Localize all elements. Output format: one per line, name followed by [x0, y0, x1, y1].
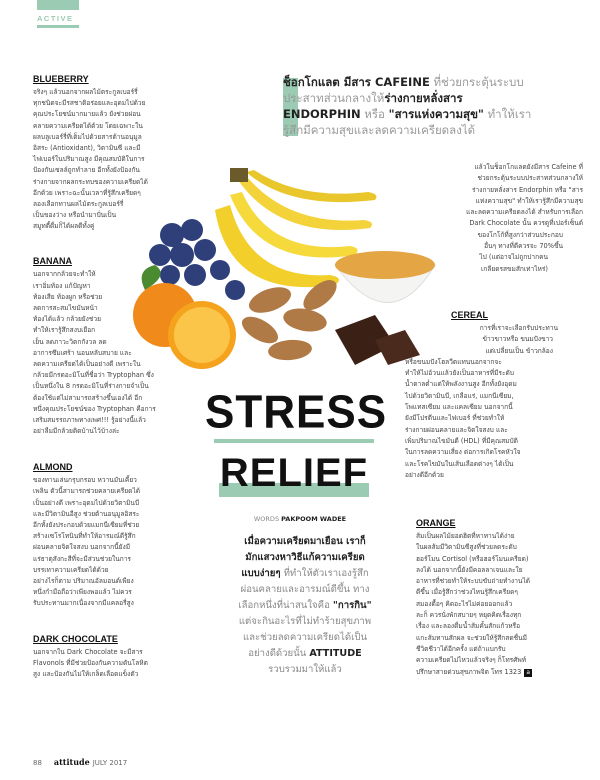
- food-photo: [130, 150, 440, 390]
- body-line: ร่างกายจากผลกระทบของความเครียดได้: [33, 177, 148, 186]
- body-line: แล้วในช็อกโกแลตยังมีสาร Cafeine ที่: [474, 163, 583, 171]
- body-line: ทุกชนิดจะมีรสชาติอร่อยและอุดมไปด้วย: [33, 99, 146, 108]
- section-heading: BANANA: [33, 256, 72, 267]
- body-line: บรรเทาความเครียดได้ด้วย: [33, 565, 109, 574]
- byline-label: WORDS: [253, 515, 282, 523]
- body-line: ทำให้เรารู้สึกสงบเยือก: [33, 326, 96, 335]
- body-line: ความเครียดไม่ไหวแล้วจริงๆ ก็โทรศัพท์: [416, 656, 527, 665]
- body-line: ท้องได้แล้ว กล้วยยังช่วย: [33, 315, 101, 324]
- body-line: ผ่อนคลายจิตใจสงบ นอกจากนี้ยังมี: [33, 543, 131, 552]
- body-line: เพลิน ตัวนี้สามารถช่วยคลายเครียดได้: [33, 487, 141, 496]
- body-line: เพิ่มปริมาณไขมันดี (HDL) ที่มีคุณสมบัติ: [405, 436, 518, 445]
- body-line: ในการลดความเสี่ยง ต่อการเกิดโรคหัวใจ: [405, 448, 521, 457]
- body-line: ท้องเสีย ท้องผูก หรือช่วย: [33, 292, 103, 301]
- body-line: ของโกโก้ที่สูงกว่าส่วนประกอบ: [477, 230, 563, 239]
- body-line: ดีขึ้น เมื่อรู้สึกว่าช่วงไหนรู้สึกเครียดๆ: [416, 588, 518, 597]
- body-line: และมีวิตามินอีสูง ช่วยต้านอนุมูลอิสระ: [33, 509, 140, 518]
- section-tag-underline: [37, 25, 79, 28]
- body-line: นอกจากใน Dark Chocolate จะมีสาร: [33, 647, 143, 656]
- body-line: ร่างกายผ่อนคลายและจิตใจสงบ และ: [405, 425, 508, 434]
- body-line: สมูทตี้ดื่มก็ได้ผลดีทั้งคู่: [33, 222, 95, 231]
- body-line: ไปด้วยวิตามินบี, เกลือแร่, แมกนีเซียม,: [405, 391, 514, 400]
- section-heading: ALMOND: [33, 462, 73, 473]
- body-line: ละก็ ควรนั่งพักสบายๆ หยุดคิดเรื่องทุก: [416, 611, 522, 620]
- body-line: และลดความเครียดลงได้ สำหรับการเลือก: [466, 208, 583, 217]
- body-line: การที่เราจะเลือกรับประทาน: [479, 324, 558, 332]
- body-line: ไป (แต่อาจไม่ถูกปากคน: [479, 253, 548, 262]
- body-line: ลงได้ นอกจากนี้ยังมีคอลลาเจนและใย: [416, 565, 523, 574]
- intro-text: ที่ทำให้ตัวเราเองรู้สึก: [280, 568, 369, 579]
- body-line: เป็นของว่าง หรือนำมาปั่นเป็น: [33, 211, 117, 220]
- title-relief: RELIEF: [219, 451, 369, 495]
- body-line: Dark Chocolate นั้น ควรดูที่เปอร์เซ็นต์: [469, 219, 583, 228]
- quote-text: รู้สึกมีความสุขและลดความเครียดลงได้: [283, 123, 476, 137]
- body-line: น้ำตาลต่ำแต่ให้พลังงานสูง อีกทั้งยังอุดม: [405, 380, 517, 389]
- intro-text: รวบรวมมาให้แล้ว: [268, 664, 342, 675]
- body-line: ต้องใช้แต่ไม่สามารถสร้างขึ้นเองได้ อีก: [33, 393, 143, 402]
- body-line: แห่งความสุข" ทำให้เรารู้สึกมีความสุข: [475, 196, 583, 205]
- body-line: สมองตื้อๆ คิดอะไรไม่ค่อยออกแล้ว: [416, 599, 513, 608]
- section-heading: DARK CHOCOLATE: [33, 633, 118, 644]
- body-line: รับประทานมากเนื่องจากมีแคลอรี่สูง: [33, 599, 134, 608]
- body-line: ลดการสะสมไขมันหน้า: [33, 304, 98, 312]
- body-line: เกลียดรสขมสักเท่าไหร่): [481, 264, 548, 273]
- orange-section: [416, 518, 586, 678]
- body-line: เป็นหนึ่งใน 8 กรดอะมิโนที่ร่างกายจำเป็น: [33, 382, 149, 391]
- brand-logo: attitude: [53, 757, 90, 767]
- body-line: ร่างกายหลั่งสาร Endorphin หรือ "สาร: [472, 185, 583, 194]
- body-line: ลดความเครียดได้เป็นอย่างดี เพราะใน: [33, 359, 141, 368]
- section-heading: CEREAL: [450, 310, 488, 320]
- body-line: แต่เปลี่ยนเป็น ข้าวกล้อง: [485, 346, 553, 355]
- body-line: เราอิ่มท้อง แก้ปัญหา: [33, 281, 91, 290]
- section-heading: ORANGE: [416, 518, 456, 528]
- body-line: แกะส้มทานสักผล จะช่วยให้รู้สึกสดชื่นมี: [416, 633, 527, 642]
- body-line: แร่ธาตุสังกะสีที่จะมีส่วนช่วยในการ: [33, 554, 131, 563]
- body-line: อื่นๆ ทางที่ดีควรจะ 70%ขึ้น: [484, 242, 563, 251]
- body-line: ยังมีโปรตีนและไฟเบอร์ ที่ช่วยทำให้: [405, 414, 505, 423]
- body-line: สร้างเซโรโทนินที่ทำให้อารมณ์ดีรู้สึก: [33, 532, 136, 541]
- body-line: ผลบลูเบอร์รี่ที่เต็มไปด้วยสารต้านอนุมูล: [33, 132, 142, 141]
- body-line: เย็น ลดภาวะวิตกกังวล ลด: [33, 337, 107, 346]
- body-line: คุณประโยชน์มากมายแล้ว ยังช่วยผ่อน: [33, 110, 141, 119]
- intro-text: แบบง่ายๆ: [241, 568, 281, 579]
- body-line: โพแทสเซียม และแคลเซียม นอกจากนี้: [405, 403, 513, 412]
- body-line: Flavonols ที่มีช่วยป้องกันความดันโลหิต: [33, 658, 148, 667]
- body-line: อย่างดีอีกด้วย: [405, 470, 444, 479]
- right-intro-text: [405, 162, 583, 275]
- quote-text: หรือ: [360, 107, 389, 121]
- body-line: ปรึกษาสายด่วนสุขภาพจิต โทร 1323 a: [416, 667, 531, 676]
- section-tag-bar: [37, 0, 79, 10]
- section-heading: BLUEBERRY: [33, 74, 89, 84]
- quote-text: ENDORPHIN: [283, 107, 361, 121]
- body-line: จริงๆ แล้วนอกจากผลไม้ตระกูลเบอร์รี่: [33, 88, 138, 96]
- cereal-section: [405, 310, 583, 481]
- section-label: ACTIVE: [37, 14, 74, 23]
- intro-text: ATTITUDE: [309, 648, 362, 659]
- body-line: อีกด้วย เพราะฉะนั้นเวลาที่รู้สึกเครียดๆ: [33, 188, 141, 197]
- body-line: อาหารที่ช่วยทำให้ระบบขับถ่ายทำงานได้: [416, 577, 531, 586]
- page-footer: [33, 757, 127, 767]
- end-mark-icon: a: [526, 668, 531, 676]
- body-line: ส้มเป็นผลไม้ยอดฮิตที่หาทานได้ง่าย: [416, 532, 515, 540]
- body-line: อย่าลืมมีกล้วยติดบ้านไว้บ้างล่ะ: [33, 427, 120, 436]
- quote-text: ประสาทส่วนกลางให้: [283, 91, 385, 105]
- quote-text: "สารแห่งความสุข": [388, 107, 484, 121]
- almonds-image: [238, 274, 342, 361]
- body-line: ชีวิตชีวาได้อีกครั้ง แต่ถ้าแบกรับ: [416, 644, 506, 653]
- body-line: ลองเลือกทานผลไม้ตระกูลเบอร์รี่: [33, 199, 124, 208]
- quote-text: ทำให้เรา: [483, 107, 532, 121]
- section-tag: [37, 0, 79, 28]
- page-number: 88: [33, 759, 42, 767]
- intro-text: "การกิน": [332, 600, 372, 611]
- body-line: ไฟเบอร์ในปริมาณสูง มีคุณสมบัติในการ: [33, 155, 145, 164]
- body-line: ฮอร์โมน Cortisol (หรือฮอร์โมนเครียด): [416, 554, 529, 563]
- left-column: [33, 74, 156, 680]
- intro-text: และช่วยลดความเครียดได้เป็น: [242, 632, 368, 643]
- title-stress: STRESS: [205, 386, 388, 439]
- body-line: หรือขนมปังโฮลวีตแทนนอกจากจะ: [405, 357, 502, 366]
- intro-text: แต่จะกินอะไรที่ไม่ทำร้ายสุขภาพ: [238, 616, 372, 627]
- body-line: เสริมสมรรถภาพทางเพศ!!! รู้อย่างนี้แล้ว: [33, 415, 146, 424]
- body-line: นอกจากกล้วยจะทำให้: [33, 270, 96, 279]
- body-line: ของทานเล่นกรุบกรอบ หวานมันเคี้ยว: [33, 476, 137, 485]
- body-line: หนึ่งกำมือถือว่าเพียงพอแล้ว ไม่ควร: [33, 588, 132, 597]
- intro-text: อย่างดีด้วยนั้น: [248, 648, 310, 659]
- intro-text: เลือกหนึ่งที่น่าสนใจคือ: [238, 600, 333, 611]
- byline-author: PAKPOOM WADEE: [281, 515, 347, 523]
- body-line: ข้าวขาวหรือ ขนมปังขาว: [482, 335, 553, 344]
- body-line: ในผลส้มมีวิตามินซีสูงที่ช่วยลดระดับ: [416, 543, 517, 552]
- body-line: อิสระ (Antioxidant), วิตามินซี และมี: [33, 143, 141, 152]
- quote-text: ร่างกายหลั่งสาร: [384, 91, 463, 105]
- body-line: อย่างไรก็ตาม ปริมาณอัลมอนด์เพียง: [33, 576, 134, 585]
- intro-text: ผ่อนคลายและอารมณ์ดีขึ้น ทาง: [240, 584, 370, 595]
- byline: [200, 515, 400, 523]
- intro-text: เมื่อความเครียดมาเยือน เราก็: [244, 536, 366, 547]
- quote-text: ช็อกโกแลต มีสาร CAFEINE: [283, 75, 430, 89]
- body-line: ป้องกันเซลล์ถูกทำลาย อีกทั้งยังป้องกัน: [33, 166, 140, 175]
- title-accent-bar: [214, 439, 374, 443]
- body-line: ทำให้ไม่อ้วนแล้วยังเป็นอาหารที่มีระดับ: [405, 369, 514, 378]
- intro-text: มักแสวงหาวิธีแก้ความเครียด: [245, 552, 365, 563]
- body-line: ช่วยกระตุ้นระบบประสาทส่วนกลางให้: [477, 174, 583, 183]
- body-line: คลายความเครียดได้ด้วย โดยเฉพาะใน: [33, 121, 143, 130]
- body-line: สูง และป้องกันไม่ให้เกล็ดเลือดแข็งตัว: [33, 669, 139, 678]
- quote-text: ที่ช่วยกระตุ้นระบบ: [429, 75, 524, 89]
- intro-paragraph: [215, 534, 395, 678]
- body-line: อาการซึมเศร้า นอนหลับสบาย และ: [33, 348, 132, 357]
- body-line: หนึ่งคุณประโยชน์ของ Tryptophan คือการ: [33, 404, 156, 413]
- body-line: กล้วยมีกรดอะมิโนที่ชื่อว่า Tryptophan ซึ่ง: [33, 371, 154, 380]
- body-line: เรื่อง และลองดื่มน้ำส้มคั้นสักแก้วหรือ: [416, 622, 521, 631]
- pull-quote: [283, 74, 531, 138]
- issue-date: JULY 2017: [92, 759, 128, 767]
- body-line: เป็นอย่างดี เพราะอุดมไปด้วยวิตามินบี: [33, 498, 140, 507]
- body-line: อีกทั้งยังประกอบด้วยแมกนีเซียมที่ช่วย: [33, 521, 140, 529]
- body-line: และโรคไขมันในเส้นเลือดต่างๆ ได้เป็น: [405, 459, 514, 468]
